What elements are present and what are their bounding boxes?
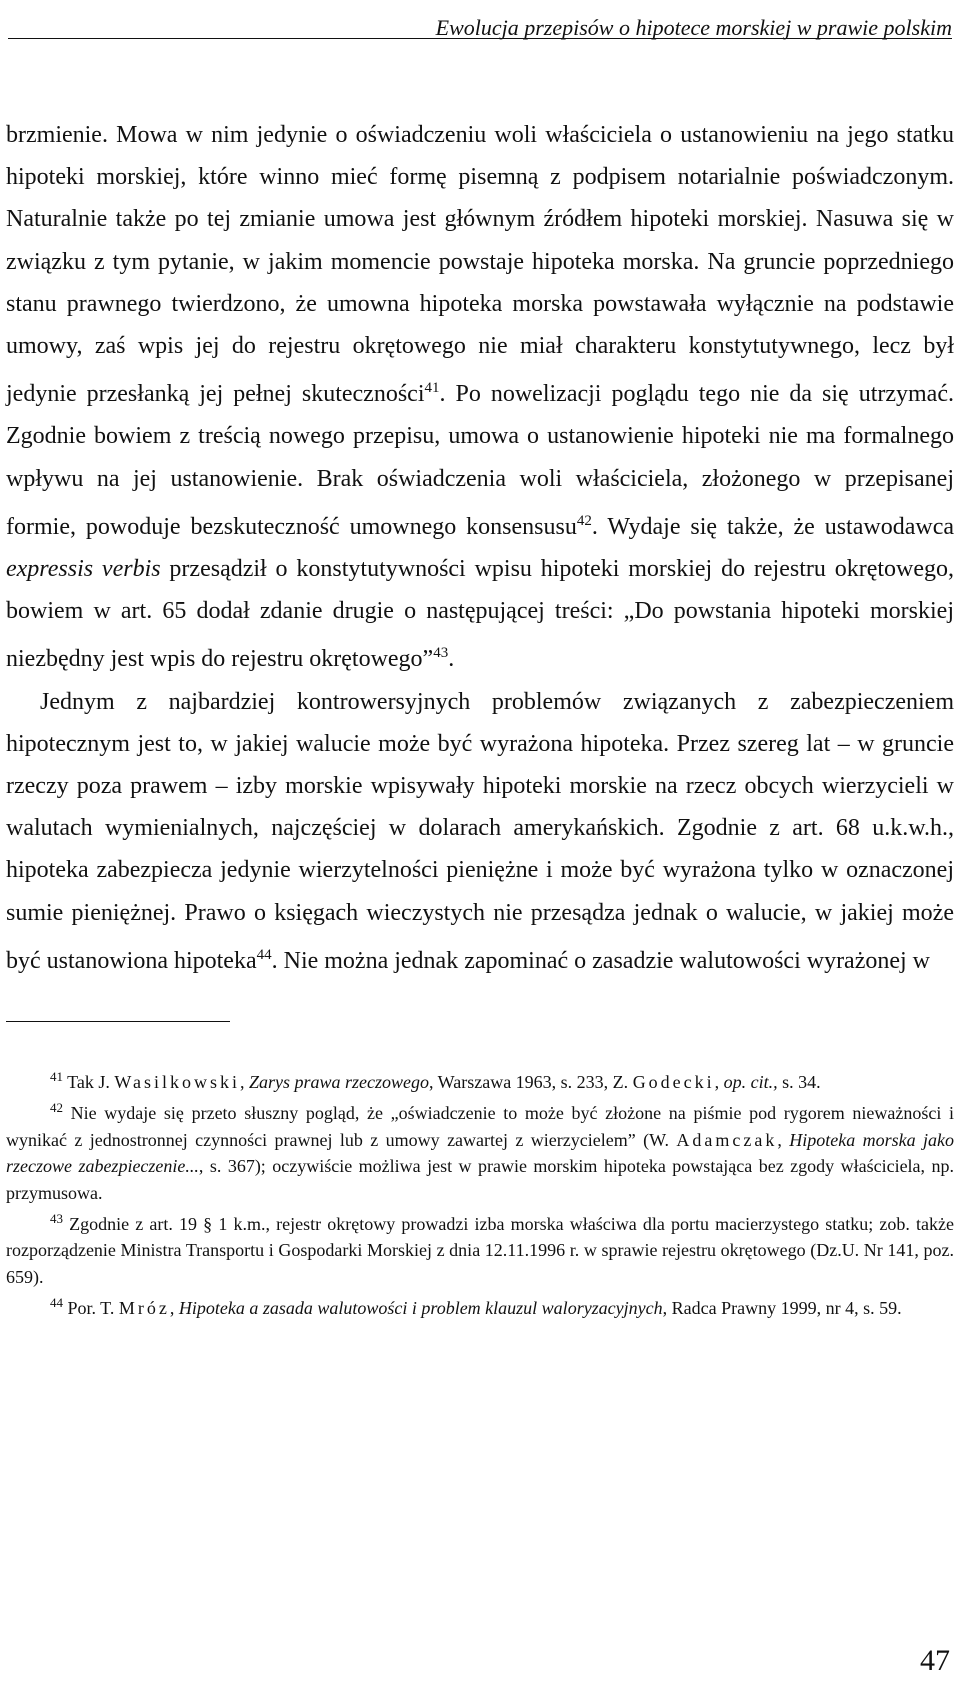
footnote-number: 42 bbox=[50, 1100, 63, 1116]
paragraph-2-text-b: . Nie można jednak zapominać o zasadzie walutowości wyrażonej w bbox=[271, 947, 931, 974]
footnote-number: 41 bbox=[50, 1069, 63, 1084]
footnote-43 bbox=[6, 1206, 954, 1290]
footnote-ref-41: 41 bbox=[424, 380, 440, 397]
latin-phrase: expressis verbis bbox=[6, 556, 161, 583]
footnote-text: Por. T. bbox=[63, 1298, 119, 1319]
page-number: 47 bbox=[920, 1644, 950, 1677]
paragraph-2-text-a: Jednym z najbardziej kontrowersyjnych problemów związanych z zabezpieczeniem hipotecznym jest to, w jakiej walucie może być wyrażona hipoteka. Przez szereg lat – w gruncie rzeczy poza prawem – izby morskie wpisywały hipoteki morskie na rzecz obcych wierzycieli w walutach wymienialnych, najczęściej w dolarach amerykańskich. Zgodnie z art. 68 u.k.w.h., hipoteka zabezpiecza jedynie wierzytelności pieniężne i może być wyrażona tylko w oznaczonej sumie pieniężnej. Prawo o księgach wieczystych nie przesądza jednak o walucie, w jakiej może być ustanowiona hipoteka bbox=[6, 688, 954, 974]
footnote-title: Hipoteka morska jako rzeczowe zabezpieczenie... bbox=[6, 1129, 955, 1177]
running-header bbox=[8, 14, 952, 44]
footnote-text: , s. 367); oczywiście możliwa jest w prawie morskim hipoteka powstająca bez zgody właściciela, np. przymusowa. bbox=[6, 1156, 954, 1203]
footnote-author: Wasilkowski bbox=[114, 1072, 240, 1092]
footnote-text: , bbox=[239, 1072, 249, 1092]
footnote-number: 43 bbox=[50, 1211, 63, 1227]
footnote-text: Zgodnie z art. 19 § 1 k.m., rejestr okrętowy prowadzi izba morska właściwa dla portu macierzystego statku; zob. także rozporządzenie Ministra Transportu i Gospodarki Morskiej z dnia 12.11.1996 r. w sprawie rejestru okrętowego (Dz.U. Nr 141, poz. 659). bbox=[6, 1214, 954, 1287]
footnote-text: Nie wydaje się przeto słuszny pogląd, że „oświadczenie to może być złożone na piśmie pod rygorem nieważności i wynikać z jednostronnej czynności prawnej lub z umowy zawartej z wierzycielem” (W. bbox=[6, 1103, 954, 1150]
footnotes bbox=[6, 1064, 954, 1322]
footnote-author: Mróz bbox=[118, 1298, 170, 1319]
footnote-title: op. cit., bbox=[723, 1072, 778, 1092]
footnote-text: , bbox=[169, 1298, 179, 1319]
paragraph-1 bbox=[6, 114, 954, 681]
footnote-42 bbox=[6, 1095, 954, 1206]
footnote-separator bbox=[6, 1021, 230, 1022]
paragraph-1-text-d: przesądził o konstytutywności wpisu hipoteki morskiej do rejestru okrętowego, bowiem w art. 65 dodał zdanie drugie o następującej treści: „Do powstania hipoteki morskiej niezbędny jest wpis do rejestru okrętowego” bbox=[6, 556, 955, 673]
paragraph-1-text-c: . Wydaje się także, że ustawodawca bbox=[591, 513, 954, 540]
paragraph-1-text-b: . Po nowelizacji poglądu tego nie da się utrzymać. Zgodnie bowiem z treścią nowego przepisu, umowa o ustanowienie hipoteki nie ma formalnego wpływu na jej ustanowienie. Brak oświadczenia woli właściciela, złożonego w przepisanej formie, powoduje bezskuteczność umownego konsensusu bbox=[6, 381, 954, 540]
footnote-ref-43: 43 bbox=[433, 645, 449, 662]
footnote-number: 44 bbox=[50, 1295, 63, 1311]
footnote-ref-44: 44 bbox=[256, 946, 272, 963]
paragraph-2 bbox=[6, 681, 954, 982]
main-text bbox=[6, 114, 954, 982]
footnote-text: , Radca Prawny 1999, nr 4, s. 59. bbox=[662, 1298, 902, 1319]
footnote-title: Hipoteka a zasada walutowości i problem klauzul waloryzacyjnych bbox=[178, 1298, 663, 1319]
footnote-text: , bbox=[777, 1129, 790, 1150]
footnote-44 bbox=[6, 1290, 954, 1321]
footnote-text: , Warszawa 1963, s. 233, Z. bbox=[429, 1072, 633, 1092]
footnote-text: Tak J. bbox=[63, 1072, 115, 1092]
running-title: Ewolucja przepisów o hipotece morskiej w prawie polskim bbox=[435, 15, 952, 40]
footnote-author: Godecki bbox=[632, 1072, 715, 1092]
footnote-ref-42: 42 bbox=[576, 512, 592, 529]
paragraph-1-text-e: . bbox=[448, 646, 455, 673]
footnote-author: Adamczak bbox=[676, 1129, 778, 1150]
footnote-41 bbox=[6, 1064, 954, 1095]
footnote-text: , bbox=[714, 1072, 724, 1092]
footnote-title: Zarys prawa rzeczowego bbox=[248, 1072, 429, 1092]
paragraph-1-text-a: brzmienie. Mowa w nim jedynie o oświadczeniu woli właściciela o ustanowieniu na jego statku hipoteki morskiej, które winno mieć formę pisemną z podpisem notarialnie poświadczonym. Naturalnie także po tej zmianie umowa jest głównym źródłem hipoteki morskiej. Nasuwa się w związku z tym pytanie, w jakim momencie powstaje hipoteka morska. Na gruncie poprzedniego stanu prawnego twierdzono, że umowna hipoteka morska powstawała wyłącznie na podstawie umowy, zaś wpis jej do rejestru okrętowego nie miał charakteru konstytutywnego, lecz był jedynie przesłanką jej pełnej skuteczności bbox=[6, 122, 954, 408]
footnote-text: s. 34. bbox=[777, 1072, 821, 1092]
header-rule bbox=[8, 38, 952, 39]
